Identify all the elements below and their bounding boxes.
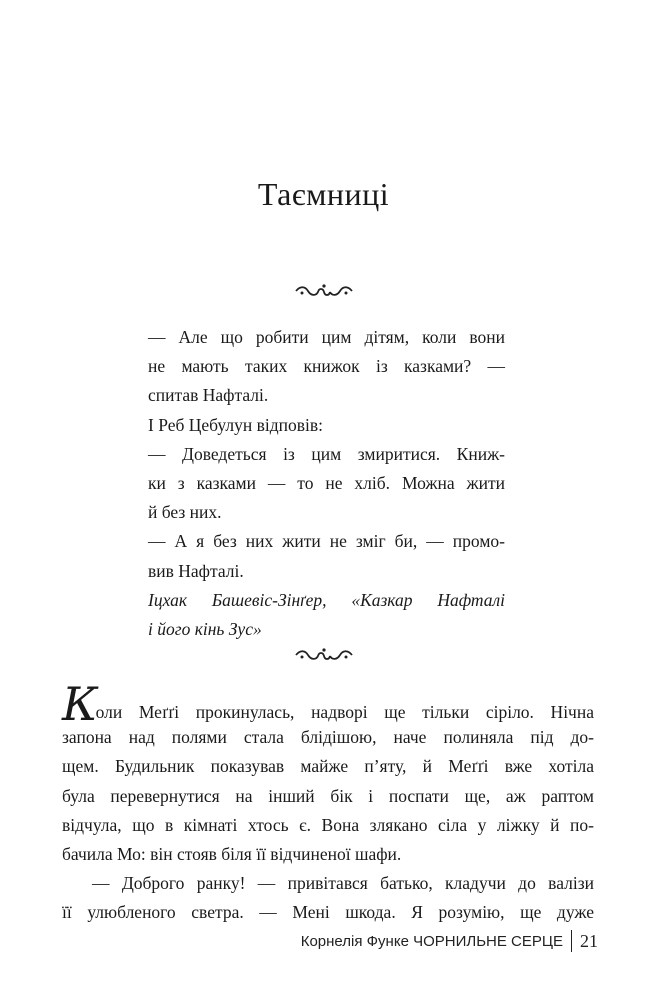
body-text (62, 677, 594, 928)
footer-book-title: ЧОРНИЛЬНЕ СЕРЦЕ (413, 932, 563, 950)
epigraph-line: спитав Нафталі. (148, 385, 269, 406)
epigraph-line: І Реб Цебулун відповів: (148, 414, 323, 435)
epigraph-attribution: Іцхак Башевіс-Зінґер, «Казкар Нафталі (148, 589, 505, 610)
epigraph-line: — А я без них жити не зміг би, — промо- (148, 531, 505, 552)
body-line: бачила Мо: він стояв біля її відчиненої шафи. (62, 843, 402, 864)
epigraph-line: ки з казками — то не хліб. Можна жити (148, 472, 505, 493)
footer-author: Корнелія Функе (300, 932, 409, 950)
body-line: відчула, що в кімнаті хтось є. Вона злякано сіла у ліжку й по- (62, 814, 594, 835)
body-line: її улюбленого светра. — Мені шкода. Я розумію, ще дуже (62, 902, 594, 923)
epigraph-line: — Але що робити цим дітям, коли вони (148, 327, 505, 347)
epigraph-line: — Доведеться із цим змиритися. Книж- (148, 443, 505, 464)
epigraph-attribution: і його кінь Зус» (148, 618, 262, 639)
flourish-ornament-icon (0, 282, 647, 305)
page-number: 21 (580, 930, 598, 951)
body-line-text: оли Меґґі прокинулась, надворі ще тільки сіріло. Нічна (95, 702, 594, 722)
footer-divider (571, 930, 572, 952)
body-line: була перевернутися на інший бік і поспати ще, аж раптом (62, 785, 594, 806)
epigraph-line: й без них. (148, 502, 222, 523)
body-line (62, 677, 594, 731)
flourish-ornament-icon (0, 646, 647, 669)
body-line: щем. Будильник показував майже п’яту, й Меґґі вже хотіла (62, 756, 594, 777)
epigraph-line: вив Нафталі. (148, 560, 244, 581)
body-line: — Доброго ранку! — привітався батько, кладучи до валізи (92, 873, 594, 894)
drop-cap: К (62, 677, 98, 731)
epigraph-line: не мають таких книжок із казками? — (148, 356, 505, 377)
epigraph (148, 323, 505, 644)
chapter-title: Таємниці (257, 176, 390, 212)
body-line: запона над полями стала блідішою, наче полиняла під до- (62, 727, 594, 748)
page-footer (301, 930, 598, 952)
